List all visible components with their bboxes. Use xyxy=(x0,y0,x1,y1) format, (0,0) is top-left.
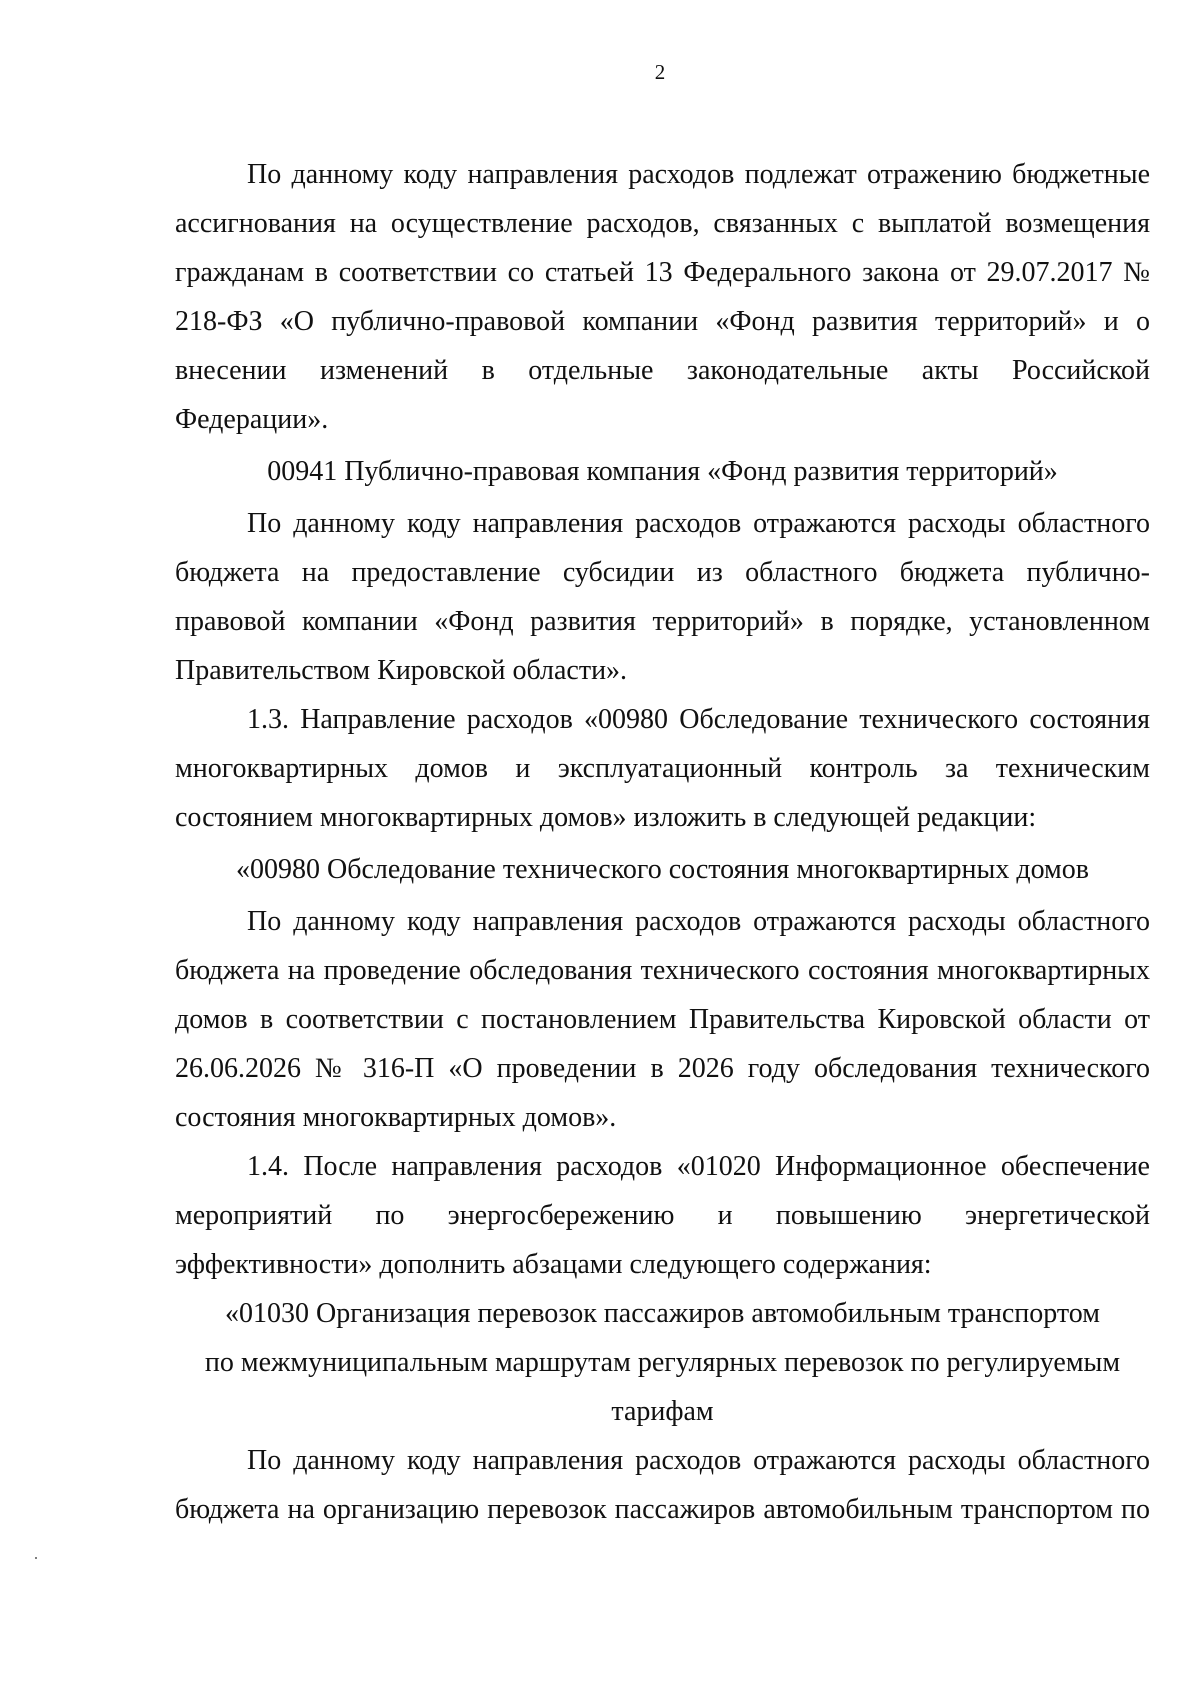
document-body xyxy=(175,150,1150,1534)
paragraph-1-4: 1.4. После направления расходов «01020 Информационное обеспечение мероприятий по энергосбережению и повышению энергетической эффективности» дополнить абзацами следующего содержания: xyxy=(175,1151,1150,1280)
paragraph-compensation: По данному коду направления расходов подлежат отражению бюджетные ассигнования на осуществление расходов, связанных с выплатой возмещения гражданам в соответствии со статьей 13 Федерального закона от 29.07.2017 № 218-ФЗ «О публично-правовой компании «Фонд развития территорий» и о внесении изменений в отдельные законодательные акты Российской Федерации». xyxy=(175,159,1150,435)
paragraph-subsidy: По данному коду направления расходов отражаются расходы областного бюджета на предоставление субсидии из областного бюджета публично-правовой компании «Фонд развития территорий» в порядке, установленном Правительством Кировской области». xyxy=(175,508,1150,686)
heading-01030-line2: по межмуниципальным маршрутам регулярных перевозок по регулируемым xyxy=(204,1347,1121,1378)
heading-00941: 00941 Публично-правовая компания «Фонд развития территорий» xyxy=(267,456,1058,487)
heading-00980: «00980 Обследование технического состояния многоквартирных домов xyxy=(235,854,1089,885)
paragraph-transport: По данному коду направления расходов отражаются расходы областного бюджета на организацию перевозок пассажиров автомобильным транспортом по xyxy=(175,1445,1150,1525)
paragraph-1-3: 1.3. Направление расходов «00980 Обследование технического состояния многоквартирных домов и эксплуатационный контроль за техническим состоянием многоквартирных домов» изложить в следующей редакции: xyxy=(175,704,1150,833)
heading-01030-line3: тарифам xyxy=(611,1396,714,1427)
scan-speck xyxy=(35,1557,37,1559)
paragraph-inspection: По данному коду направления расходов отражаются расходы областного бюджета на проведение обследования технического состояния многоквартирных домов в соответствии с постановлением Правительства Кировской области от 26.06.2026 № 316-П «О проведении в 2026 году обследования технического состояния многоквартирных домов». xyxy=(175,906,1150,1133)
page-number: 2 xyxy=(654,60,666,84)
heading-01030-line1: «01030 Организация перевозок пассажиров автомобильным транспортом xyxy=(225,1298,1100,1329)
